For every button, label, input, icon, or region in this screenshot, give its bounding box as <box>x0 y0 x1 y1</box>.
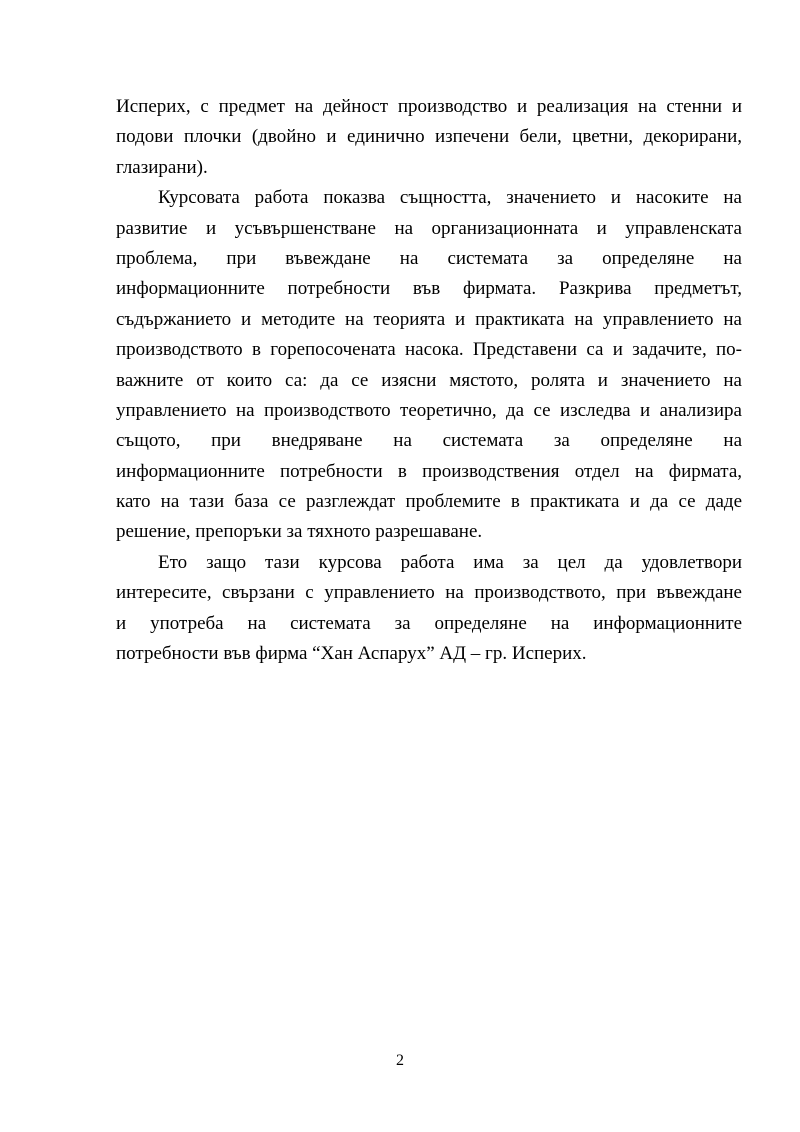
text-line: същото, при внедряване на системата за определяне на <box>116 430 742 452</box>
body-text <box>116 92 742 669</box>
text-line: интересите, свързани с управлението на производството, при въвеждане <box>116 582 742 604</box>
text-line: производството в горепосочената насока. Представени са и задачите, по- <box>116 339 742 361</box>
text-line: решение, препоръки за тяхното разрешаване. <box>116 521 483 543</box>
text-line: глазирани). <box>116 156 208 178</box>
text-line: Ето защо тази курсова работа има за цел да удовлетвори <box>158 551 742 573</box>
text-line: и употреба на системата за определяне на информационните <box>116 612 742 634</box>
text-line: управлението на производството теоретично, да се изследва и анализира <box>116 399 742 421</box>
text-line: важните от които са: да се изясни мястото, ролята и значението на <box>116 369 742 391</box>
text-line: Исперих, с предмет на дейност производство и реализация на стенни и <box>116 96 742 117</box>
text-line: Курсовата работа показва същността, значението и насоките на <box>158 187 742 209</box>
text-line: развитие и усъвършенстване на организационната и управленската <box>116 217 742 239</box>
page-number: 2 <box>396 1052 404 1069</box>
text-line: информационните потребности във фирмата. Разкрива предметът, <box>116 278 742 300</box>
text-line: информационните потребности в производствения отдел на фирмата, <box>116 460 742 482</box>
text-line: проблема, при въвеждане на системата за определяне на <box>116 247 742 269</box>
text-line: съдържанието и методите на теорията и практиката на управлението на <box>116 308 742 330</box>
text-line: като на тази база се разглеждат проблемите в практиката и да се даде <box>116 491 742 513</box>
text-line: потребности във фирма “Хан Аспарух” АД – гр. Исперих. <box>116 643 587 665</box>
text-line: подови плочки (двойно и единично изпечени бели, цветни, декорирани, <box>116 126 742 148</box>
